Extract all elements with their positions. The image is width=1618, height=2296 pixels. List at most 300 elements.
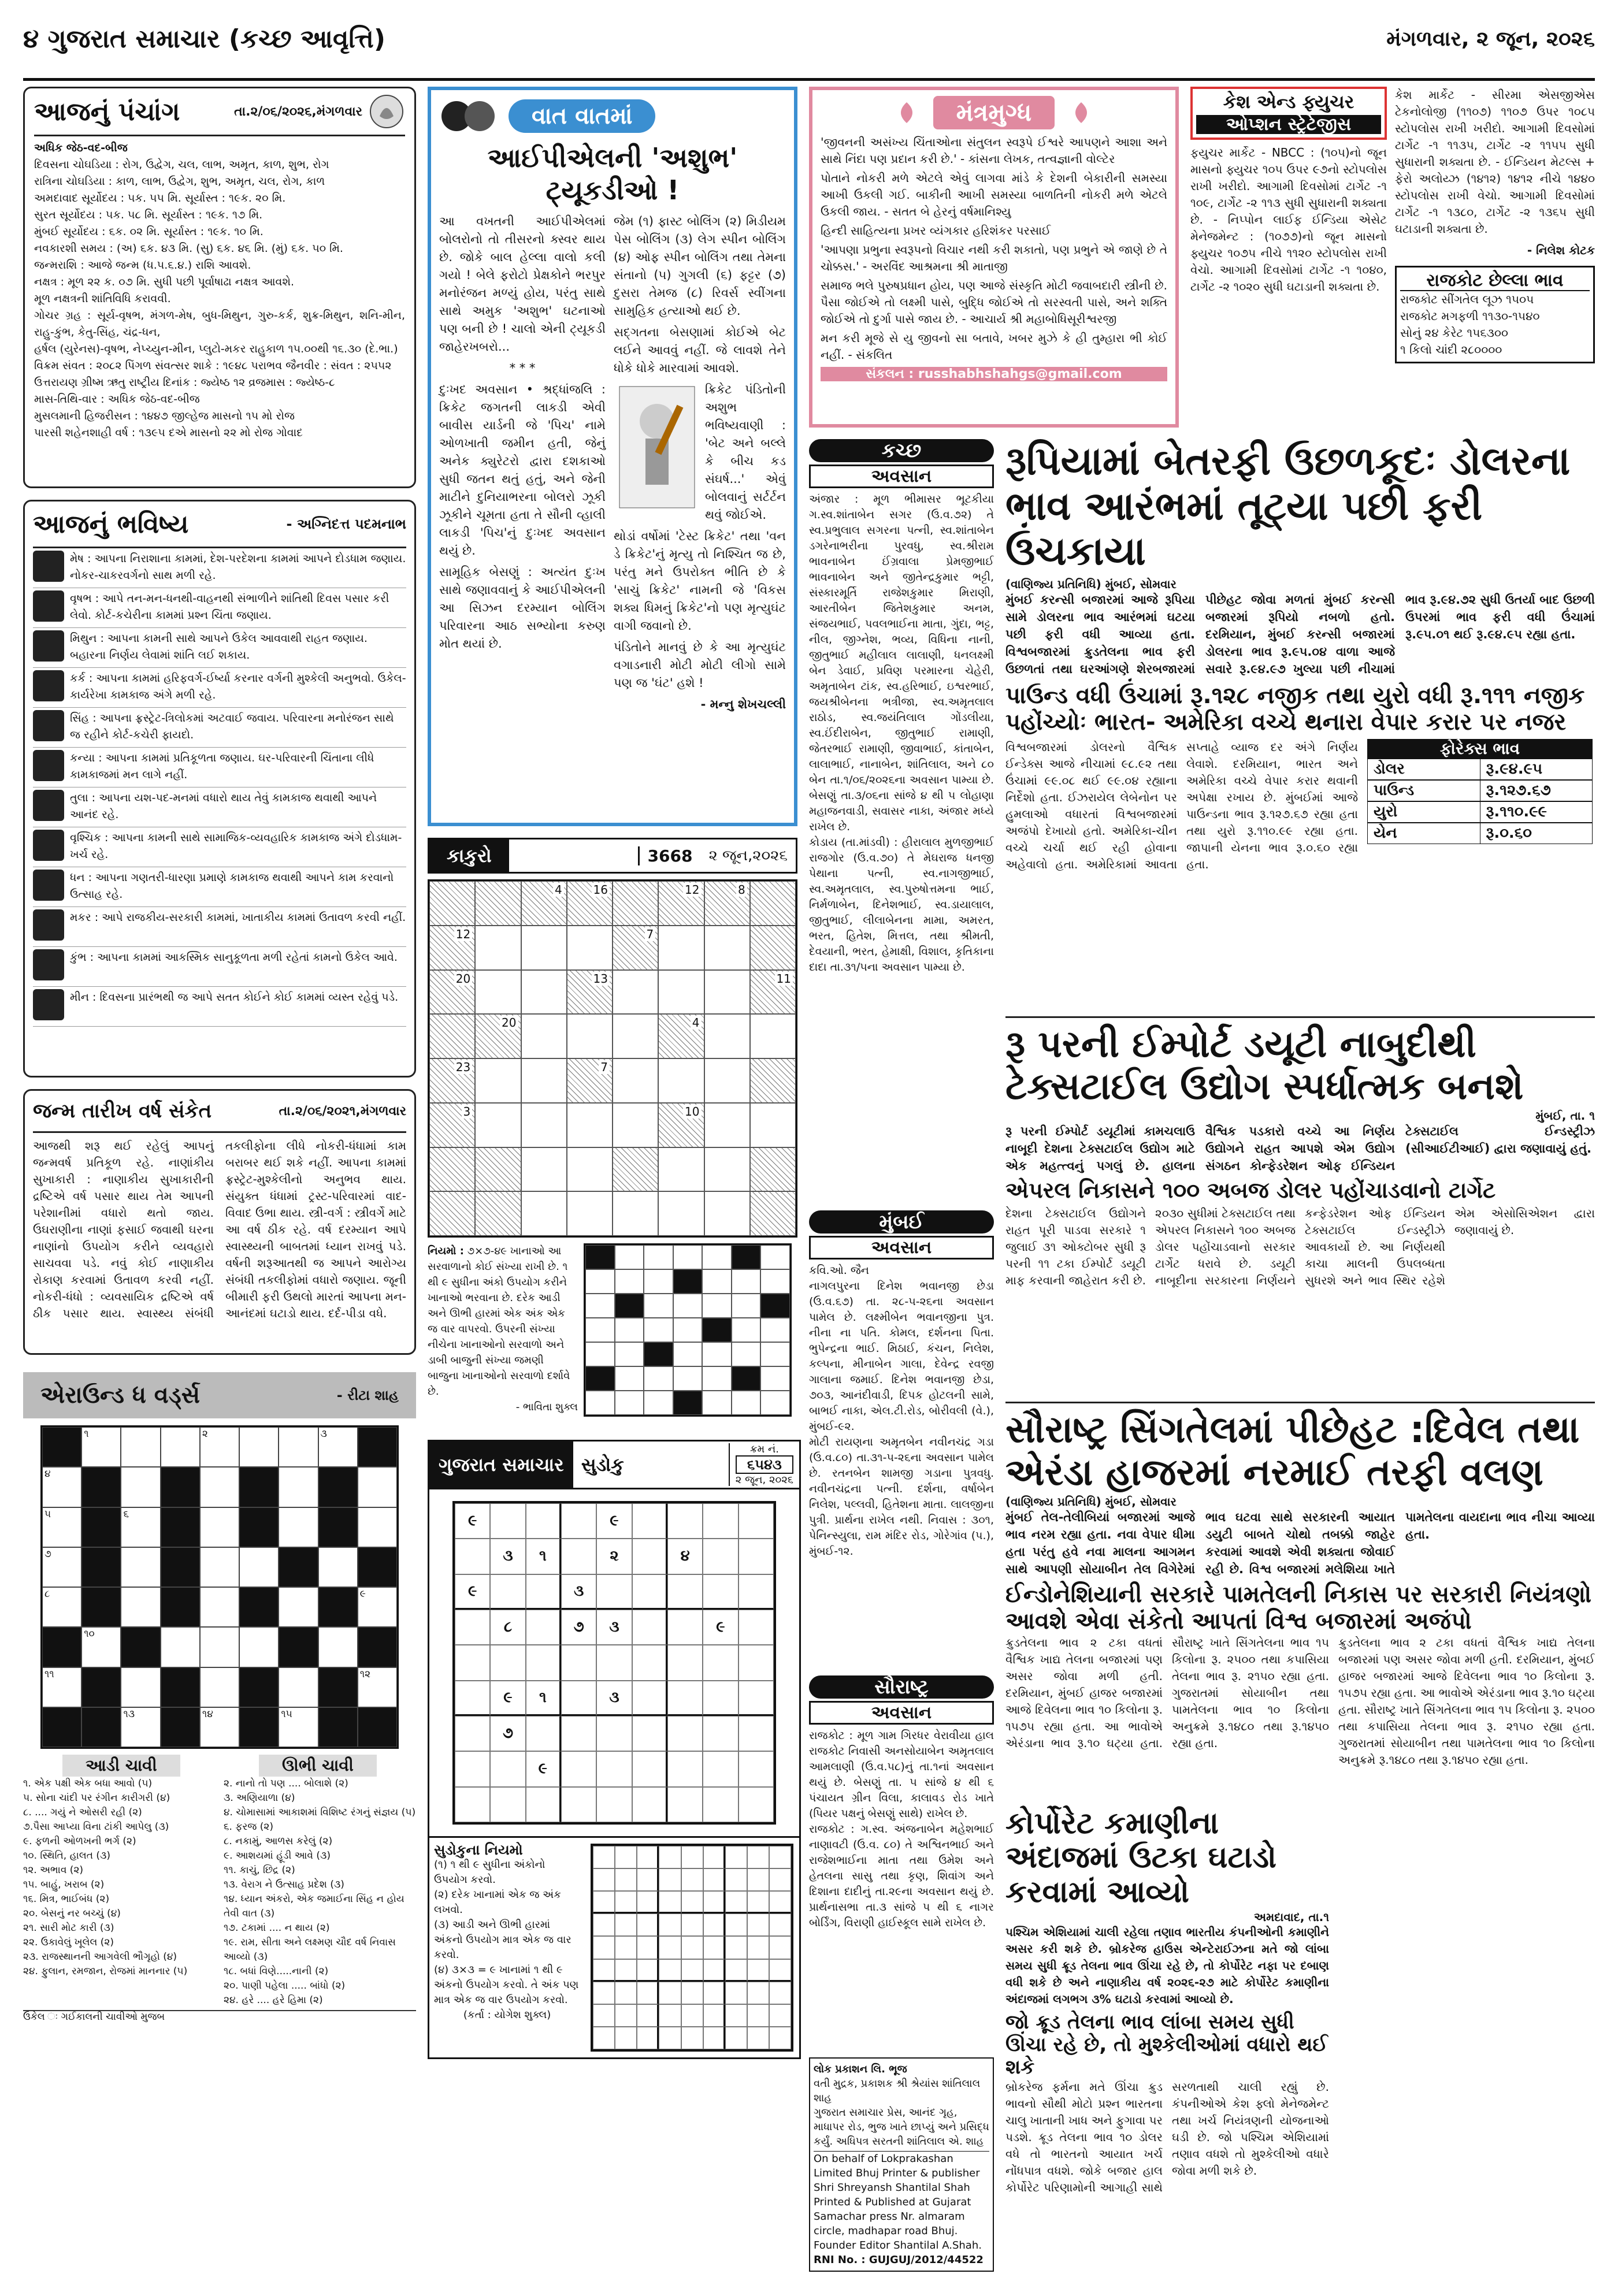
sudoku-answer-cell xyxy=(747,1868,769,1891)
forex-head: ફોરેક્સ ભાવ xyxy=(1367,739,1593,759)
sudoku-cell[interactable] xyxy=(703,1751,738,1786)
cash-sub: ઓપ્શન સ્ટ્રેટેજીસ xyxy=(1196,115,1381,134)
crossword-cell[interactable]: ૧૨ xyxy=(358,1667,397,1707)
sudoku-cell[interactable] xyxy=(667,1751,703,1786)
kakuro-cell[interactable] xyxy=(613,970,658,1015)
kakuro-answer-cell xyxy=(732,1342,761,1366)
sudoku-answer-cell xyxy=(747,2004,769,2027)
lotus-icon xyxy=(889,101,924,124)
sudoku-cell[interactable] xyxy=(739,1645,774,1680)
sudoku-cell[interactable]: ૯ xyxy=(526,1751,561,1786)
zodiac-text: મેષ : આપના નિરાશાના કામમાં, દેશ-પરદેશના કામમાં આપને દોડધામ જણાય. નોકર-ચાકરવર્ગનો સાથ મળી રહે. xyxy=(70,552,406,582)
kakuro-cell[interactable] xyxy=(521,1191,567,1236)
rajkot-line: રાજકોટ મગફળી ૧૧૩૦-૧૫૪૦ xyxy=(1400,309,1540,323)
kakuro-cell[interactable] xyxy=(704,926,750,970)
kakuro-answer-cell xyxy=(702,1294,732,1318)
sudoku-cell[interactable]: ૯ xyxy=(455,1574,490,1610)
sudoku-cell[interactable] xyxy=(561,1539,596,1574)
kakuro-answer-cell xyxy=(615,1245,644,1269)
crossword-grid[interactable] xyxy=(40,1425,399,1749)
forex-row xyxy=(1367,759,1593,780)
sudoku-cell[interactable] xyxy=(703,1681,738,1716)
sudoku-cell[interactable]: ૨ xyxy=(596,1539,632,1574)
sudoku-answer-cell xyxy=(659,1891,681,1914)
kakuro-clue: 23 xyxy=(454,1060,472,1074)
mantra-title: મંત્રમુગ્ધ xyxy=(933,96,1055,129)
kakuro-cell[interactable] xyxy=(613,1103,658,1147)
kakuro-cell[interactable] xyxy=(750,1014,796,1058)
crossword-cell[interactable]: ૯ xyxy=(358,1587,397,1627)
sudoku-cell[interactable] xyxy=(561,1716,596,1751)
kakuro-answer-cell xyxy=(702,1366,732,1391)
crossword-cell[interactable] xyxy=(239,1427,279,1467)
sudoku-cell[interactable] xyxy=(667,1503,703,1539)
kakuro-cell[interactable] xyxy=(704,970,750,1015)
sudoku-answer-cell xyxy=(615,1846,637,1868)
sudoku-answer-cell xyxy=(637,1846,659,1868)
sudoku-cell[interactable] xyxy=(667,1645,703,1680)
kakuro-cell[interactable] xyxy=(613,1058,658,1103)
crossword-cell[interactable] xyxy=(200,1547,239,1587)
crossword-cell[interactable] xyxy=(279,1507,318,1547)
janma-title: જન્મ તારીખ વર્ષ સંકેત xyxy=(33,1099,212,1123)
crossword-cell[interactable]: ૮ xyxy=(42,1587,81,1627)
crossword-cell[interactable] xyxy=(279,1667,318,1707)
kakuro-cell[interactable] xyxy=(567,1191,613,1236)
janma-box xyxy=(23,1089,416,1355)
sudoku-cell[interactable] xyxy=(455,1716,490,1751)
kakuro-answer-cell xyxy=(732,1391,761,1415)
sudoku-answer-cell xyxy=(615,1959,637,1982)
sudoku-section xyxy=(428,1440,801,2059)
kakuro-cell[interactable] xyxy=(704,1058,750,1103)
sudoku-answer-cell xyxy=(769,2027,791,2049)
saurashtra-tag: સૌરાષ્ટ્ર xyxy=(809,1675,994,1699)
kakuro-cell[interactable] xyxy=(704,1147,750,1192)
sudoku-cell[interactable] xyxy=(739,1716,774,1751)
sudoku-cell[interactable] xyxy=(632,1645,667,1680)
sudoku-answer-cell xyxy=(769,1846,791,1868)
aadi-clue: ૨૦. બેસનું નર બચ્ચું (૪) xyxy=(23,1908,121,1919)
vaat-para-5: ક્રિકેટ પંડિતોની અશુભ ભવિષ્યવાણી : 'બેટ અને બલ્લે કે બીચ કડ સંઘર્ષ...' એવું બોલવાનું સર્ટર્ટન થવું જોઈએ. xyxy=(705,382,786,522)
zodiac-sign-icon xyxy=(33,870,64,901)
sudoku-answer-cell xyxy=(725,2027,747,2049)
crossword-cell[interactable] xyxy=(200,1627,239,1667)
sudoku-cell[interactable] xyxy=(455,1645,490,1680)
kakuro-cell[interactable] xyxy=(521,1147,567,1192)
crossword-cell[interactable] xyxy=(121,1667,160,1707)
kakuro-answer-cell xyxy=(760,1391,790,1415)
sudoku-answer-cell xyxy=(703,1982,725,2004)
mantra-column xyxy=(809,87,1179,428)
kakuro-cell[interactable] xyxy=(475,1058,521,1103)
sudoku-cell[interactable]: ૭ xyxy=(490,1716,525,1751)
zodiac-sign-icon xyxy=(33,989,64,1020)
kakuro-answer-cell xyxy=(615,1342,644,1366)
sudoku-answer-cell xyxy=(659,1936,681,1959)
sudoku-cell[interactable] xyxy=(455,1681,490,1716)
left-column xyxy=(23,87,416,2023)
crossword-cell[interactable] xyxy=(358,1467,397,1507)
ubhi-clue: ૪. ચોમાસામાં આકાશમાં વિશિષ્ટ રંગનું સંજ્ઞય (૫) xyxy=(224,1807,416,1818)
sudoku-answer-cell xyxy=(681,2027,703,2049)
sudoku-cell[interactable] xyxy=(526,1645,561,1680)
kakuro-answer-cell xyxy=(585,1366,615,1391)
kakuro-cell[interactable] xyxy=(521,1014,567,1058)
sudoku-answer-cell xyxy=(659,1959,681,1982)
aadi-clue: ૨૨. ઉકાવેલું ખૂલેલ (૨) xyxy=(23,1937,114,1948)
kakuro-cell[interactable] xyxy=(521,926,567,970)
sudoku-answer-cell xyxy=(615,1891,637,1914)
sudoku-cell[interactable] xyxy=(490,1751,525,1786)
sudoku-cell[interactable] xyxy=(526,1503,561,1539)
zodiac-text: મિથુન : આપના કામની સાથે આપને ઉકેલ આવવાથી રાહત જણાય. બહારના નિર્ણય લેવામાં શાંતિ લઈ શકાય. xyxy=(70,632,368,662)
sudoku-cell[interactable] xyxy=(526,1716,561,1751)
crossword-cell[interactable] xyxy=(161,1427,200,1467)
sudoku-cell[interactable] xyxy=(561,1645,596,1680)
aadi-clue: ૯. ફળની ઓળખની ભર્ગ (૨) xyxy=(23,1836,136,1847)
kakuro-clue-cell xyxy=(475,1147,521,1192)
zodiac-item xyxy=(33,947,406,987)
cash-author: - નિલેશ કોટક xyxy=(1527,243,1595,257)
sudoku-date: ૨ જૂન, ૨૦૨૬ xyxy=(735,1474,793,1486)
crossword-cell[interactable]: ૫ xyxy=(42,1507,81,1547)
vaat-title: આઈપીએલની 'અશુભ' ટ્યૂકડીઓ ! xyxy=(487,142,738,206)
sudoku-cell[interactable] xyxy=(703,1574,738,1610)
ubhi-clue: ૧૭. ટકામાં .... ન થાય (૨) xyxy=(224,1922,330,1934)
kakuro-cell[interactable] xyxy=(521,970,567,1015)
sudoku-cell[interactable] xyxy=(561,1503,596,1539)
kakuro-cell[interactable] xyxy=(658,1058,704,1103)
ubhi-clue: ૧૮. બધાં વિણે.....નાની (૨) xyxy=(224,1966,329,1977)
sudoku-cell[interactable]: ૧ xyxy=(526,1681,561,1716)
kakuro-cell[interactable] xyxy=(475,1103,521,1147)
ubhi-clue: ૧૩. વેરાગ ને ઉત્સાહ પ્રદેશ (૩) xyxy=(224,1879,344,1890)
sudoku-cell[interactable] xyxy=(632,1503,667,1539)
crossword-cell[interactable] xyxy=(200,1667,239,1707)
kakuro-date: ૨ જૂન,૨૦૨૬ xyxy=(708,846,788,864)
kakuro-clue: 16 xyxy=(592,883,610,897)
sudoku-cell[interactable] xyxy=(455,1787,490,1822)
forex-currency: યેન xyxy=(1368,823,1480,844)
crossword-cell[interactable] xyxy=(200,1587,239,1627)
faces-icon xyxy=(439,96,497,136)
zodiac-sign-icon xyxy=(33,551,64,582)
kakuro-grid[interactable] xyxy=(428,879,797,1238)
forex-currency: પાઉન્ડ xyxy=(1368,781,1480,801)
crossword-cell[interactable] xyxy=(121,1427,160,1467)
rajkot-title: રાજકોટ છેલ્લા ભાવ xyxy=(1400,271,1590,291)
sudoku-cell[interactable]: ૯ xyxy=(596,1503,632,1539)
kakuro-clue-cell xyxy=(750,1147,796,1192)
sudoku-number-label: ક્રમ નં. xyxy=(749,1443,780,1455)
sudoku-cell[interactable] xyxy=(703,1787,738,1822)
janma-text: આજથી શરૂ થઈ રહેલું આપનું જન્મવર્ષ પ્રતિકૂળ રહે. નાણાંકીય સુખાકારી : નાણાકીય સુખાકારીની દ્રષ્ટિએ વર્ષ પસાર થાય તેમ આપની પરેશાનીમાં વધારો થતો જાય. ઉઘરાણીના નાણાં ફસાઈ જવાથી ઘરના નાણાંનો ઉપયોગ કરીને વ્યવહારો સાચવવા પડે. નવું કોઈ નાણાકીય રોકાણ કરવામાં ઉતાવળ કરવી નહીં. નોકરી-ધંધો : વ્યવસાયિક દ્રષ્ટિએ વર્ષ ઠીક પસાર થાય. સ્વાસ્થ્ય સંબંધી તકલીફોના લીધે નોકરી-ધંધામાં કામ બરાબર થઈ શકે નહીં. આપના કામમાં ફ્રસ્ટ્રેટ-મુશ્કેલીનો અનુભવ થાય. સંયુક્ત ધંધામાં ટ્રસ્ટ-પરિવારમાં વાદ-વિવાદ ઉભા થાય. સ્ત્રી-વર્ગ : સ્ત્રીવર્ગે માટે આ વર્ષ ઠીક રહે. વર્ષ દરમ્યાન આપે સ્વાસ્થ્યની બાબતમાં ધ્યાન રાખવું પડે. વર્ષની શરૂઆતથી જ આપને આરોગ્ય સંબંધી તકલીફોમાં વધારો જણાય. જૂની બીમારી ફરી ઉથલો મારતાં આપના મન-આનંદમાં ઘટાડો થાય. દર્દ-પીડા વધે. xyxy=(33,1139,406,1320)
sudoku-answer-grid xyxy=(591,1844,793,2052)
sudoku-cell[interactable] xyxy=(632,1574,667,1610)
sudoku-answer-cell xyxy=(637,1959,659,1982)
kakuro-cell[interactable] xyxy=(704,1191,750,1236)
sudoku-cell[interactable] xyxy=(739,1751,774,1786)
zodiac-item xyxy=(33,548,406,588)
sudoku-cell[interactable] xyxy=(596,1716,632,1751)
sudoku-cell[interactable]: ૧ xyxy=(526,1539,561,1574)
kakuro-number: 3668 xyxy=(638,846,701,865)
sudoku-answer-cell xyxy=(593,1982,615,2004)
sudoku-cell[interactable] xyxy=(667,1574,703,1610)
sudoku-cell[interactable] xyxy=(526,1610,561,1645)
sudoku-answer-cell xyxy=(725,1959,747,1982)
crossword-cell[interactable]: ૧ xyxy=(81,1427,121,1467)
kakuro-cell[interactable] xyxy=(613,1191,658,1236)
sudoku-cell[interactable] xyxy=(490,1645,525,1680)
sudoku-cell[interactable] xyxy=(632,1751,667,1786)
sudoku-cell[interactable] xyxy=(739,1681,774,1716)
kakuro-clue-cell xyxy=(429,881,475,926)
mantra-box xyxy=(809,87,1179,428)
sudoku-cell[interactable] xyxy=(526,1787,561,1822)
sudoku-answer-cell xyxy=(637,1868,659,1891)
kakuro-answer-cell xyxy=(673,1391,703,1415)
forex-row xyxy=(1367,780,1593,801)
crossword-cell[interactable] xyxy=(239,1627,279,1667)
crossword-cell[interactable] xyxy=(200,1467,239,1507)
rupee-dateline: (વાણિજ્ય પ્રતિનિધિ) મુંબઈ, સોમવાર xyxy=(1005,577,1177,591)
sudoku-cell[interactable] xyxy=(739,1539,774,1574)
kakuro-cell[interactable] xyxy=(704,1014,750,1058)
crossword-cell xyxy=(42,1427,81,1467)
crossword-cell[interactable] xyxy=(279,1427,318,1467)
crossword-cell[interactable] xyxy=(358,1507,397,1547)
crossword-cell[interactable] xyxy=(200,1507,239,1547)
kakuro-answer-cell xyxy=(760,1366,790,1391)
crossword-cell xyxy=(239,1707,279,1747)
sudoku-answer-cell xyxy=(637,2027,659,2049)
mantra-sankalan: સંકલન : russhabhshahgs@gmail.com xyxy=(821,367,1167,381)
ubhi-clue: ૨૦. પાણી પહેલા ..... બાંધો (૨) xyxy=(224,1980,346,1992)
kakuro-cell[interactable] xyxy=(567,1147,613,1192)
crossword-cell xyxy=(81,1587,121,1627)
kakuro-answer-cell xyxy=(644,1318,673,1342)
sudoku-cell[interactable] xyxy=(455,1751,490,1786)
sudoku-answer-cell xyxy=(747,1891,769,1914)
crossword-cell[interactable] xyxy=(239,1547,279,1587)
crossword-cell[interactable]: ૧૫ xyxy=(279,1707,318,1747)
kakuro-title: કાકુરો xyxy=(429,839,509,872)
sudoku-cell[interactable]: ૪ xyxy=(667,1539,703,1574)
kakuro-answer-cell xyxy=(644,1294,673,1318)
sudoku-cell[interactable] xyxy=(632,1610,667,1645)
sudoku-cell[interactable] xyxy=(561,1681,596,1716)
sudoku-cell[interactable] xyxy=(632,1716,667,1751)
ubhi-head: ઊભી ચાવી xyxy=(259,1755,377,1777)
crossword-cell xyxy=(161,1587,200,1627)
zodiac-text: કન્યા : આપના કામમાં પ્રતિકૂળતા જણાય. ઘર-પરિવારની ચિંતાના લીધે કામકાજમાં મન લાગે નહીં. xyxy=(70,752,374,781)
kakuro-clue: 8 xyxy=(736,883,747,897)
kakuro-cell[interactable] xyxy=(658,1191,704,1236)
kakuro-answer-cell xyxy=(760,1318,790,1342)
saurashtra-dateline: (વાણિજ્ય પ્રતિનિધિ) મુંબઈ, સોમવાર xyxy=(1005,1494,1177,1509)
saurashtra-text: રાજકોટ : મૂળ ગામ ગિરધર વેરાવીયા હાલ રાજકોટ નિવાસી અનસોયાબેન અમૃતલાલ આમલાણી (ઉ.વ.૫૮)નું તા.૧નાં અવસાન થયું છે. બેસણું તા. ૫ સાંજે ૪ થી ૬ પંચાયત ગ્રીન વિલા, કાલાવડ રોડ ખાતે (પિયર પક્ષનું બેસણું સાથે) રાખેલ છે. રાજકોટ : ગ.સ્વ. અંજનાબેન મહેશભાઈ નાણાવટી (ઉ.વ. ૮૦) તે અશ્વિનભાઈ અને રાજેશભાઈના માતા તથા ઉમેશ અને હેતલના સાસુ તથા કૃણ, શિવાંગ અને દિશાના દાદીનું તા.૨૯ના અવસાન થયું છે. પ્રાર્થનાસભા તા.૩ સાંજે પ થી ૬ નાગર બોર્ડિંગ, વિરાણી હાઈસ્કૂલ સામે રાખેલ છે. xyxy=(809,1729,994,1929)
zodiac-item xyxy=(33,708,406,748)
sudoku-cell[interactable] xyxy=(667,1681,703,1716)
crossword-cell[interactable]: ૧૦ xyxy=(81,1627,121,1667)
ganesha-icon xyxy=(368,93,405,130)
sudoku-answer-cell xyxy=(637,1936,659,1959)
sudoku-cell[interactable] xyxy=(667,1787,703,1822)
sudoku-answer-cell xyxy=(747,1936,769,1959)
ubhi-clue: ૬. ફરજ (૨) xyxy=(224,1821,273,1833)
ubhi-clue: ૯. આશયમાં હૂંડી આવે (૩) xyxy=(224,1850,331,1862)
sudoku-cell[interactable]: ૭ xyxy=(561,1610,596,1645)
kakuro-cell[interactable] xyxy=(658,970,704,1015)
kakuro-cell[interactable] xyxy=(658,926,704,970)
kakuro-cell[interactable] xyxy=(658,1147,704,1192)
sudoku-answer-cell xyxy=(725,1868,747,1891)
kakuro-answer-cell xyxy=(615,1366,644,1391)
crossword-cell xyxy=(161,1667,200,1707)
crossword-cell[interactable] xyxy=(121,1587,160,1627)
crossword-cell[interactable] xyxy=(279,1467,318,1507)
sudoku-cell[interactable] xyxy=(596,1787,632,1822)
sudoku-cell[interactable]: ૩ xyxy=(596,1610,632,1645)
sudoku-cell[interactable] xyxy=(632,1681,667,1716)
sudoku-cell[interactable] xyxy=(667,1716,703,1751)
kakuro-cell[interactable] xyxy=(567,1103,613,1147)
kakuro-clue-cell xyxy=(475,1191,521,1236)
sudoku-answer-cell xyxy=(615,1914,637,1936)
kakuro-cell[interactable] xyxy=(567,1014,613,1058)
crossword-cell[interactable]: ૧૩ xyxy=(121,1707,160,1747)
kakuro-answer-cell xyxy=(702,1245,732,1269)
sudoku-cell[interactable]: ૮ xyxy=(490,1610,525,1645)
sudoku-cell[interactable] xyxy=(667,1610,703,1645)
crossword-cell[interactable]: ૬ xyxy=(121,1507,160,1547)
crossword-cell[interactable]: ૧૧ xyxy=(42,1667,81,1707)
sudoku-cell[interactable] xyxy=(632,1539,667,1574)
sudoku-answer-cell xyxy=(747,2027,769,2049)
sudoku-cell[interactable] xyxy=(596,1574,632,1610)
kakuro-clue-cell xyxy=(475,881,521,926)
kakuro-cell[interactable] xyxy=(475,926,521,970)
sudoku-cell[interactable] xyxy=(739,1610,774,1645)
crossword-cell[interactable]: ૧૪ xyxy=(200,1707,239,1747)
sudoku-cell[interactable] xyxy=(561,1751,596,1786)
saurashtra-sub: અવસાન xyxy=(809,1701,994,1725)
crossword-cell[interactable]: ૩ xyxy=(318,1427,358,1467)
kakuro-rules: ૭×૭-૪૯ ખાનાઓ આ સરવાળાનો કોઈ સંખ્યા રાખી છે. ૧ થી ૯ સુધીના અંકો ઉપયોગ કરીને ખાનાઓ ભરવાના છે. દરેક આડી અને ઊભી હારમાં એક અંક એક જ વાર વાપરવો. ઉપરની સંખ્યા નીચેના ખાનાઓનો સરવાળો અને ડાબી બાજુની સંખ્યા જમણી બાજુના ખાનાઓનો સરવાળો દર્શાવે છે. xyxy=(428,1245,570,1398)
crossword-cell[interactable]: ૨ xyxy=(200,1427,239,1467)
crossword-cell[interactable]: ૪ xyxy=(42,1467,81,1507)
sudoku-answer-cell xyxy=(747,1982,769,2004)
crossword-cell[interactable]: ૭ xyxy=(42,1547,81,1587)
kutch-sub: અવસાન xyxy=(809,465,994,488)
kakuro-cell[interactable] xyxy=(475,970,521,1015)
kakuro-cell[interactable] xyxy=(567,926,613,970)
kakuro-answer-cell xyxy=(732,1269,761,1294)
sudoku-cell[interactable] xyxy=(490,1503,525,1539)
sudoku-cell[interactable]: ૯ xyxy=(455,1503,490,1539)
sudoku-cell[interactable] xyxy=(455,1610,490,1645)
sudoku-cell[interactable] xyxy=(703,1645,738,1680)
kakuro-answer-cell xyxy=(702,1318,732,1342)
sudoku-cell[interactable] xyxy=(703,1503,738,1539)
sudoku-cell[interactable]: ૩ xyxy=(561,1574,596,1610)
vaat-para-7: સામૂહિક બેસણું : અત્યંત દુઃખ સાથે જણાવવાનું કે આઈપીએલની આ સિઝન દરમ્યાન બોલિંગ પરિવારના આઠ સભ્યોના કરુણ મોત થયાં છે. xyxy=(439,565,606,651)
crossword-cell xyxy=(318,1707,358,1747)
kakuro-answer-grid xyxy=(584,1243,792,1417)
crossword-cell[interactable] xyxy=(121,1547,160,1587)
bhavishya-author: - અગ્નિદત્ત પદમનાભ xyxy=(286,516,406,532)
sudoku-cell[interactable] xyxy=(596,1751,632,1786)
sudoku-cell[interactable] xyxy=(490,1787,525,1822)
around-author: - રીટા શાહ xyxy=(336,1387,399,1403)
kakuro-answer-cell xyxy=(615,1269,644,1294)
zodiac-sign-icon xyxy=(33,949,64,980)
kakuro-clue-cell xyxy=(429,1191,475,1236)
kakuro-answer-cell xyxy=(760,1294,790,1318)
sudoku-cell[interactable] xyxy=(596,1645,632,1680)
sudoku-cell[interactable] xyxy=(632,1787,667,1822)
ubhi-clue: ૮. નકામું, આળસ કરેલું (૨) xyxy=(224,1836,333,1847)
crossword-cell[interactable] xyxy=(318,1627,358,1667)
crossword-cell[interactable] xyxy=(161,1627,200,1667)
rajkot-line: ૧ કિલો ચાંદી ૨૮૦૦૦૦ xyxy=(1400,343,1502,356)
kakuro-answer-cell xyxy=(615,1318,644,1342)
sudoku-cell[interactable] xyxy=(455,1539,490,1574)
kakuro-cell[interactable] xyxy=(704,1103,750,1147)
kakuro-answer-cell xyxy=(732,1245,761,1269)
sudoku-cell[interactable]: ૯ xyxy=(490,1681,525,1716)
zodiac-text: કુંભ : આપના કામમાં આકસ્મિક સાનુકૂળતા મળી રહેતાં કામનો ઉકેલ આવે. xyxy=(70,951,398,964)
sudoku-cell[interactable] xyxy=(739,1787,774,1822)
sudoku-grid[interactable] xyxy=(452,1501,776,1825)
sudoku-answer-cell xyxy=(769,1868,791,1891)
kakuro-cell[interactable] xyxy=(613,1014,658,1058)
kakuro-clue: 20 xyxy=(454,972,472,986)
bhavishya-title: આજનું ભવિષ્ય xyxy=(33,509,189,539)
forex-table xyxy=(1367,759,1593,844)
sudoku-cell[interactable]: ૯ xyxy=(703,1610,738,1645)
sudoku-cell[interactable] xyxy=(739,1503,774,1539)
crossword-cell[interactable] xyxy=(318,1547,358,1587)
sudoku-cell[interactable] xyxy=(703,1716,738,1751)
crossword-cell xyxy=(358,1427,397,1467)
sudoku-cell[interactable]: ૩ xyxy=(490,1539,525,1574)
sudoku-cell[interactable] xyxy=(561,1787,596,1822)
kakuro-answer-cell xyxy=(585,1391,615,1415)
crossword-cell xyxy=(239,1587,279,1627)
crossword-cell[interactable] xyxy=(279,1587,318,1627)
sudoku-cell[interactable] xyxy=(703,1539,738,1574)
kakuro-clue: 7 xyxy=(599,1060,610,1074)
kakuro-answer-cell xyxy=(673,1245,703,1269)
sudoku-answer-cell xyxy=(769,1982,791,2004)
sudoku-answer-cell xyxy=(703,1846,725,1868)
sudoku-cell[interactable] xyxy=(739,1574,774,1610)
sudoku-cell[interactable] xyxy=(490,1574,525,1610)
kakuro-answer-cell xyxy=(673,1269,703,1294)
kakuro-cell[interactable] xyxy=(750,1103,796,1147)
crossword-cell[interactable] xyxy=(121,1467,160,1507)
kakuro-cell[interactable] xyxy=(521,1058,567,1103)
middle-column xyxy=(428,87,797,2059)
sudoku-cell[interactable] xyxy=(526,1574,561,1610)
kakuro-section xyxy=(428,838,797,1417)
kakuro-clue-cell xyxy=(750,1191,796,1236)
sudoku-cell[interactable]: ૩ xyxy=(596,1681,632,1716)
kakuro-cell[interactable] xyxy=(521,1103,567,1147)
